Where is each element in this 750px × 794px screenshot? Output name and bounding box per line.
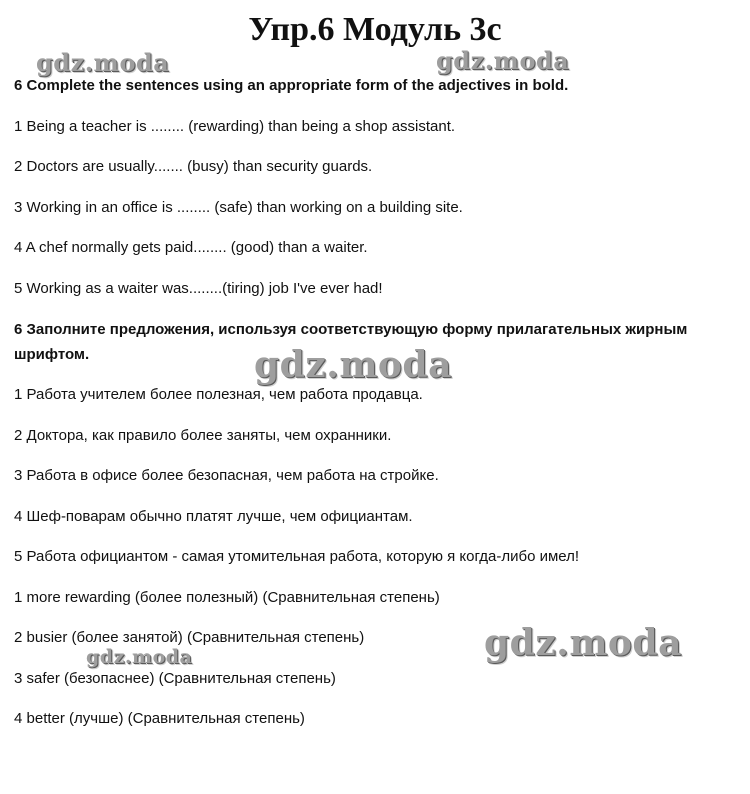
russian-item-1: 1 Работа учителем более полезная, чем работа продавца. [14,386,423,403]
russian-item-2: 2 Доктора, как правило более заняты, чем охранники. [14,427,392,444]
watermark-bottom-right: gdz.moda [484,622,682,664]
english-item-3: 3 Working in an office is ........ (safe) than working on a building site. [14,199,463,216]
english-item-5: 5 Working as a waiter was........(tiring) job I've ever had! [14,280,383,297]
english-item-2: 2 Doctors are usually....... (busy) than security guards. [14,158,373,175]
answer-1: 1 more rewarding (более полезный) (Сравнительная степень) [14,589,440,606]
english-task-heading: 6 Complete the sentences using an appropriate form of the adjectives in bold. [14,77,569,94]
russian-item-3: 3 Работа в офисе более безопасная, чем работа на стройке. [14,467,439,484]
english-item-4: 4 A chef normally gets paid........ (good) than a waiter. [14,239,368,256]
answer-3: 3 safer (безопаснее) (Сравнительная степень) [14,670,336,687]
answer-2: 2 busier (более занятой) (Сравнительная степень) [14,629,365,646]
watermark-top-right: gdz.moda [436,46,570,75]
page-title: Упр.6 Модуль 3c [248,11,502,48]
russian-item-4: 4 Шеф-поварам обычно платят лучше, чем официантам. [14,508,413,525]
watermark-bottom-left: gdz.moda [86,646,193,668]
english-item-1: 1 Being a teacher is ........ (rewarding) than being a shop assistant. [14,118,456,135]
russian-item-5: 5 Работа официантом - самая утомительная работа, которую я когда-либо имел! [14,548,580,565]
watermark-center: gdz.moda [254,344,452,386]
answer-4: 4 better (лучше) (Сравнительная степень) [14,710,305,727]
watermark-top-left: gdz.moda [36,48,170,77]
russian-task-heading: 6 Заполните предложения, используя соответствующую форму прилагательных жирным шрифтом. [14,321,688,363]
